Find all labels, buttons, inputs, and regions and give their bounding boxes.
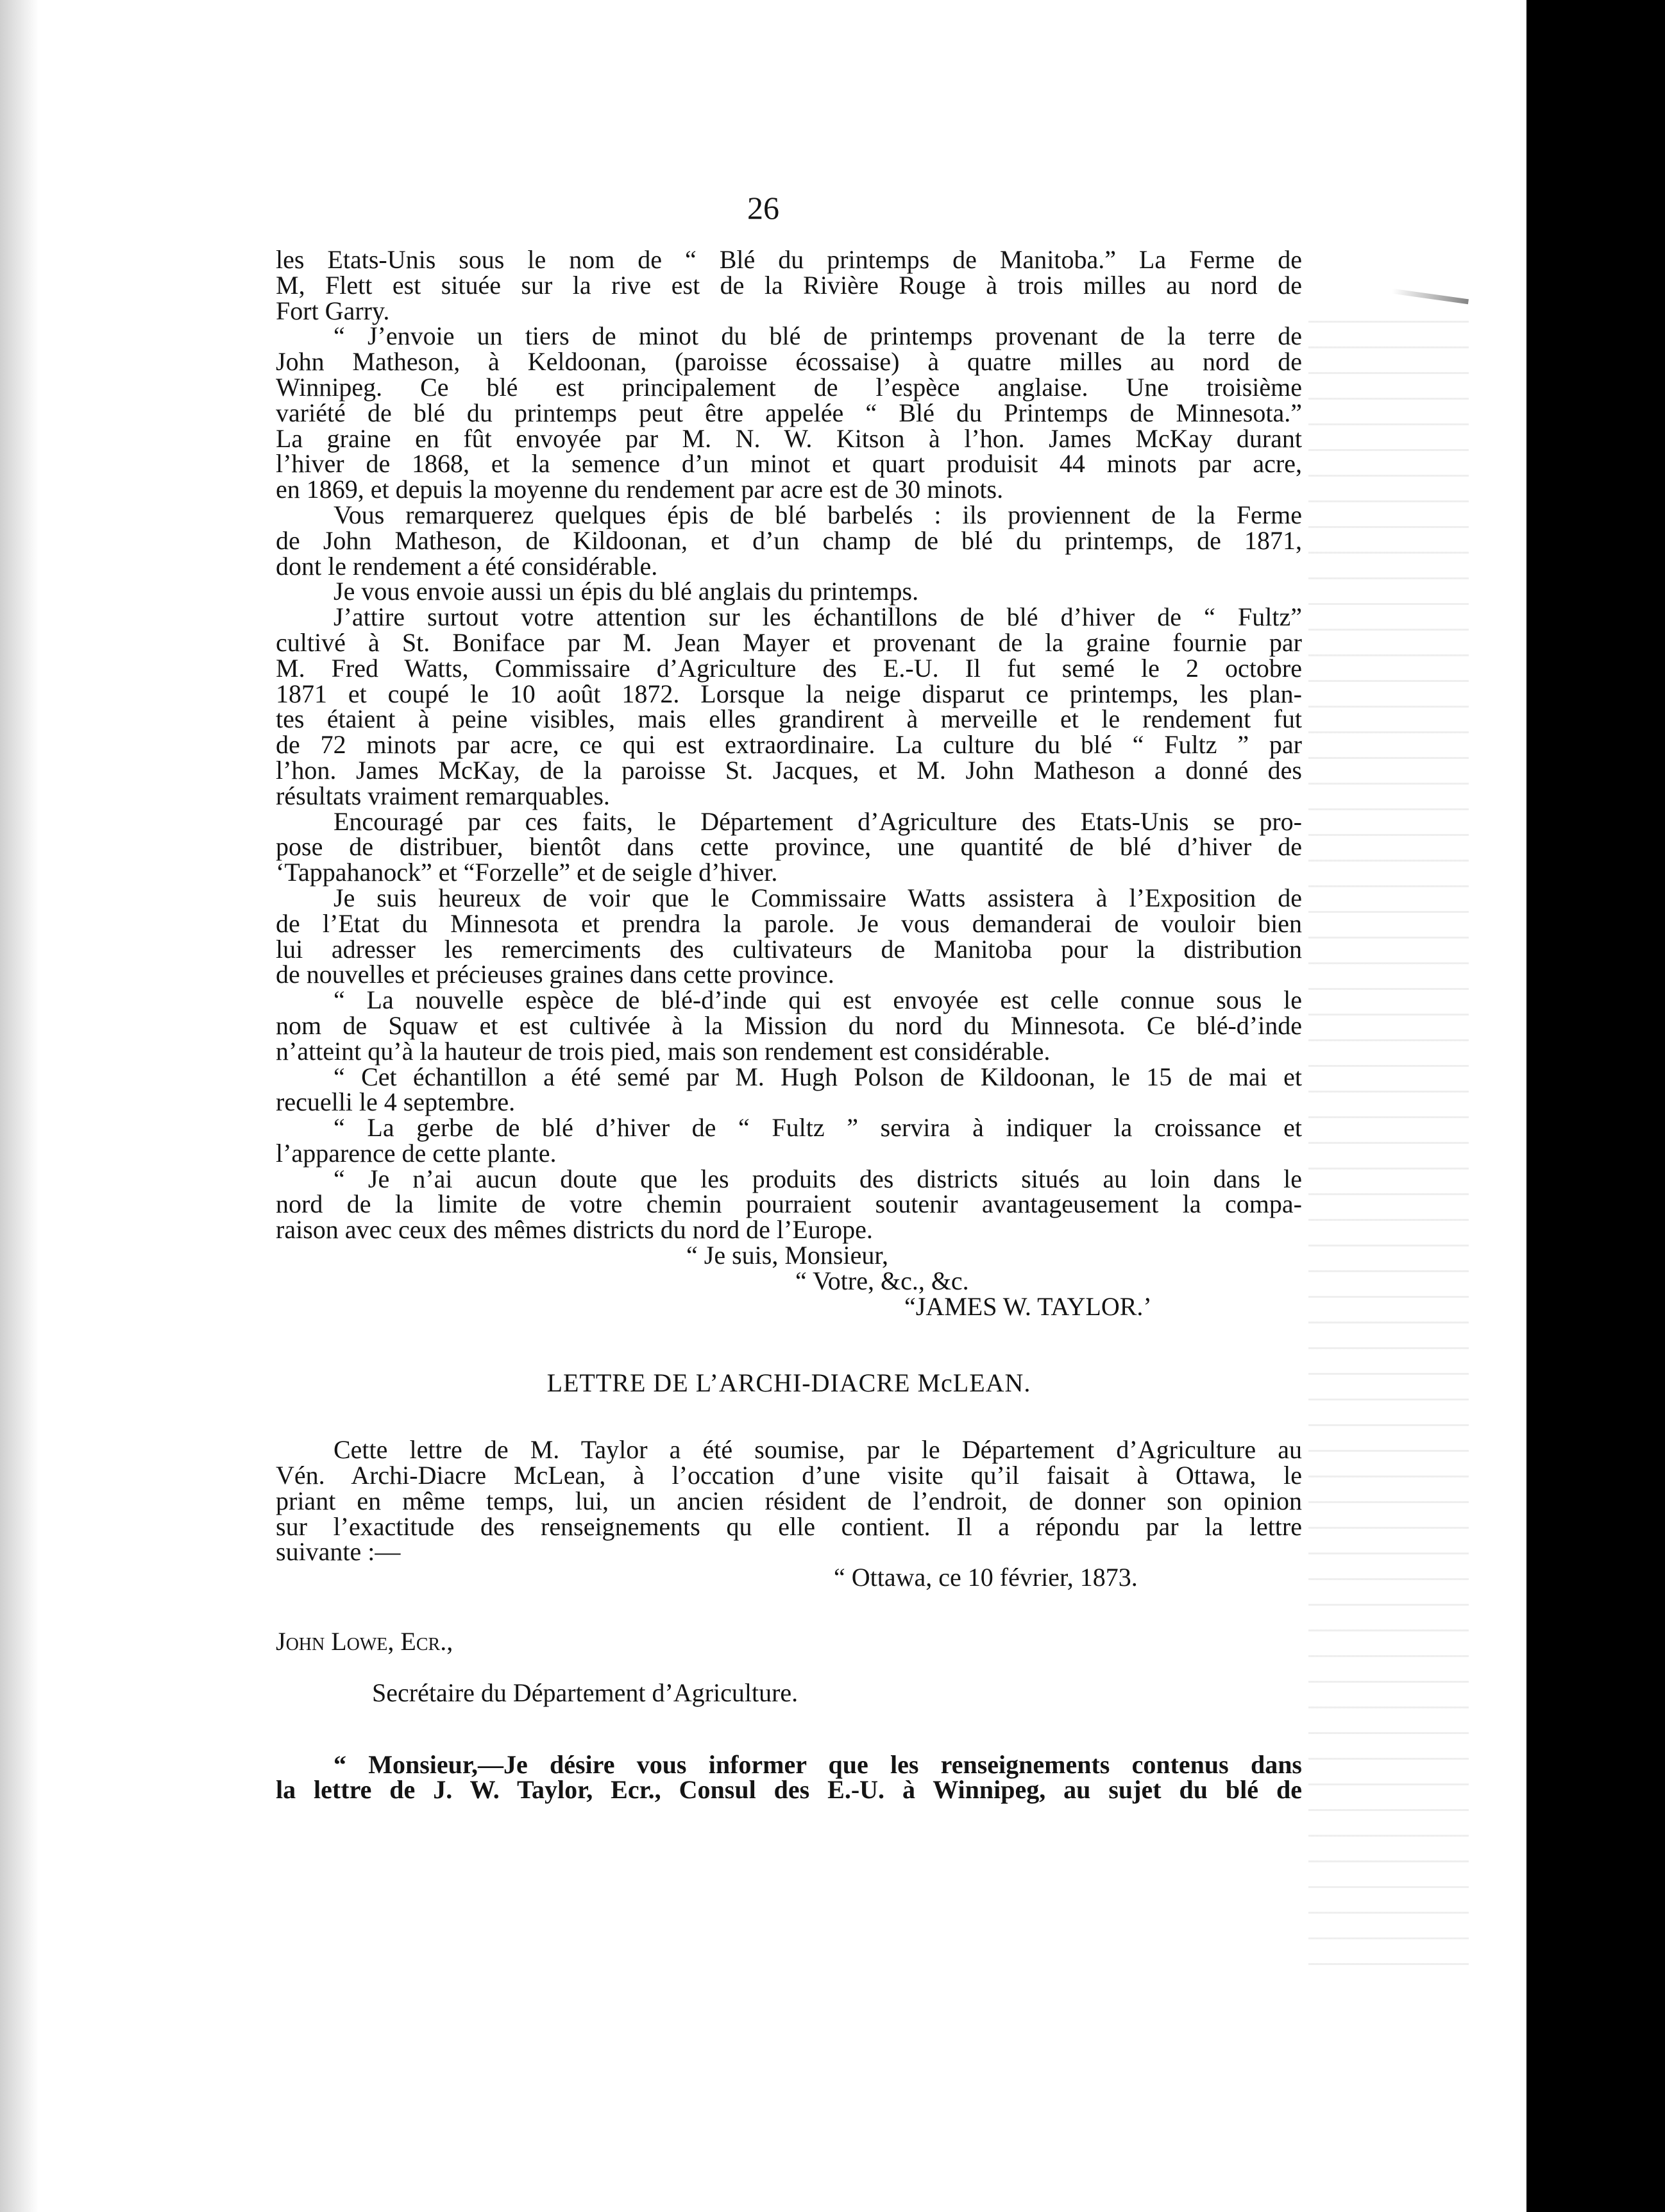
text-line: La graine en fût envoyée par M. N. W. Kitson à l’hon. James McKay durant xyxy=(276,423,1302,453)
text-line: pose de distribuer, bientôt dans cette province, une quantité de blé d’hiver de xyxy=(276,832,1302,862)
text-line: en 1869, et depuis la moyenne du rendement par acre est de 30 minots. xyxy=(276,475,1004,504)
text-line: de 72 minots par acre, ce qui est extraordinaire. La culture du blé “ Fultz ” par xyxy=(276,730,1302,760)
text-line: M, Flett est située sur la rive est de la Rivière Rouge à trois milles au nord de xyxy=(276,270,1302,300)
addressee: John Lowe, Ecr., xyxy=(276,1627,453,1656)
text-line: la lettre de J. W. Taylor, Ecr., Consul des E.-U. à Winnipeg, au sujet du blé de xyxy=(276,1775,1302,1805)
letter-date: “ Ottawa, ce 10 février, 1873. xyxy=(834,1563,1138,1592)
text-line: “ Cet échantillon a été semé par M. Hugh Polson de Kildoonan, le 15 de mai et xyxy=(334,1062,1302,1091)
text-line: M. Fred Watts, Commissaire d’Agriculture des E.-U. Il fut semé le 2 octobre xyxy=(276,653,1302,683)
text-line: Winnipeg. Ce blé est principalement de l’espèce anglaise. Une troisième xyxy=(276,372,1302,402)
margin-mark xyxy=(1392,289,1469,305)
intro-paragraph xyxy=(276,1437,1302,1565)
text-line: raison avec ceux des mêmes districts du nord de l’Europe. xyxy=(276,1215,873,1245)
page-number: 26 xyxy=(747,190,779,226)
text-line: Je vous envoie aussi un épis du blé anglais du printemps. xyxy=(334,577,919,606)
signoff-block xyxy=(276,1243,1302,1319)
text-line: priant en même temps, lui, un ancien résident de l’endroit, de donner son opinion xyxy=(276,1486,1302,1515)
text-line: de John Matheson, de Kildoonan, et d’un champ de blé du printemps, de 1871, xyxy=(276,525,1302,555)
bleed-through-texture xyxy=(1308,321,1469,1989)
text-line: nord de la limite de votre chemin pourraient soutenir avantageusement la compa- xyxy=(276,1189,1302,1219)
text-line: “ J’envoie un tiers de minot du blé de printemps provenant de la terre de xyxy=(334,321,1302,351)
text-line: ‘Tappahanock” et “Forzelle” et de seigle d’hiver. xyxy=(276,858,778,887)
page-edge-shadow xyxy=(0,0,38,2212)
text-line: nom de Squaw et est cultivée à la Mission du nord du Minnesota. Ce blé-d’inde xyxy=(276,1010,1302,1040)
text-line: résultats vraiment remarquables. xyxy=(276,781,610,810)
text-line: sur l’exactitude des renseignements qu elle contient. Il a répondu par la lettre xyxy=(276,1511,1302,1541)
text-line: suivante :— xyxy=(276,1537,401,1567)
text-line: Vous remarquerez quelques épis de blé barbelés : ils proviennent de la Ferme xyxy=(334,500,1302,529)
mclean-letter-opening xyxy=(276,1749,1302,1805)
section-heading: LETTRE DE L’ARCHI-DIACRE McLEAN. xyxy=(546,1368,1031,1398)
letter-taylor-body xyxy=(276,247,1302,1243)
text-line: dont le rendement a été considérable. xyxy=(276,551,658,581)
addressee-title: Secrétaire du Département d’Agriculture. xyxy=(372,1678,799,1707)
text-line: Encouragé par ces faits, le Département d’Agriculture des Etats-Unis se pro- xyxy=(334,806,1302,836)
text-line: recuelli le 4 septembre. xyxy=(276,1087,516,1117)
text-line: de l’Etat du Minnesota et prendra la parole. Je vous demanderai de vouloir bien xyxy=(276,908,1302,938)
text-line: l’hiver de 1868, et la semence d’un minot et quart produisit 44 minots par acre, xyxy=(276,449,1302,479)
text-line: tes étaient à peine visibles, mais elles grandirent à merveille et le rendement fut xyxy=(276,704,1302,734)
text-line: les Etats-Unis sous le nom de “ Blé du printemps de Manitoba.” La Ferme de xyxy=(276,245,1302,274)
text-line: cultivé à St. Boniface par M. Jean Mayer et provenant de la graine fournie par xyxy=(276,627,1302,657)
text-line: de nouvelles et précieuses graines dans cette province. xyxy=(276,960,834,989)
signoff-line: “ Je suis, Monsieur, xyxy=(686,1241,889,1270)
text-line: n’atteint qu’à la hauteur de trois pied, mais son rendement est considérable. xyxy=(276,1036,1051,1066)
text-line: J’attire surtout votre attention sur les échantillons de blé d’hiver de “ Fultz” xyxy=(334,602,1302,632)
text-line: “ Je n’ai aucun doute que les produits des districts situés au loin dans le xyxy=(334,1164,1302,1193)
text-line: l’apparence de cette plante. xyxy=(276,1138,557,1168)
text-line: variété de blé du printemps peut être appelée “ Blé du Printemps de Minnesota.” xyxy=(276,398,1302,427)
page-body xyxy=(276,247,1302,1803)
signature-line: “JAMES W. TAYLOR.’ xyxy=(904,1291,1152,1321)
text-line: Vén. Archi-Diacre McLean, à l’occation d’une visite qu’il faisait à Ottawa, le xyxy=(276,1461,1302,1490)
signoff-line: “ Votre, &c., &c. xyxy=(795,1266,969,1295)
text-line: “ La gerbe de blé d’hiver de “ Fultz ” servira à indiquer la croissance et xyxy=(334,1113,1302,1143)
text-line: “ Monsieur,—Je désire vous informer que les renseignements contenus dans xyxy=(334,1749,1302,1779)
text-line: Fort Garry. xyxy=(276,296,390,325)
text-line: lui adresser les remerciments des cultivateurs de Manitoba pour la distribution xyxy=(276,934,1302,964)
text-line: “ La nouvelle espèce de blé-d’inde qui est envoyée est celle connue sous le xyxy=(334,985,1302,1015)
text-line: 1871 et coupé le 10 août 1872. Lorsque la neige disparut ce printemps, les plan- xyxy=(276,679,1302,708)
text-line: Je suis heureux de voir que le Commissaire Watts assistera à l’Exposition de xyxy=(334,883,1302,912)
text-line: Cette lettre de M. Taylor a été soumise, par le Département d’Agriculture au xyxy=(334,1435,1302,1465)
text-line: l’hon. James McKay, de la paroisse St. Jacques, et M. John Matheson a donné des xyxy=(276,755,1302,785)
text-line: John Matheson, à Keldoonan, (paroisse écossaise) à quatre milles au nord de xyxy=(276,347,1302,377)
